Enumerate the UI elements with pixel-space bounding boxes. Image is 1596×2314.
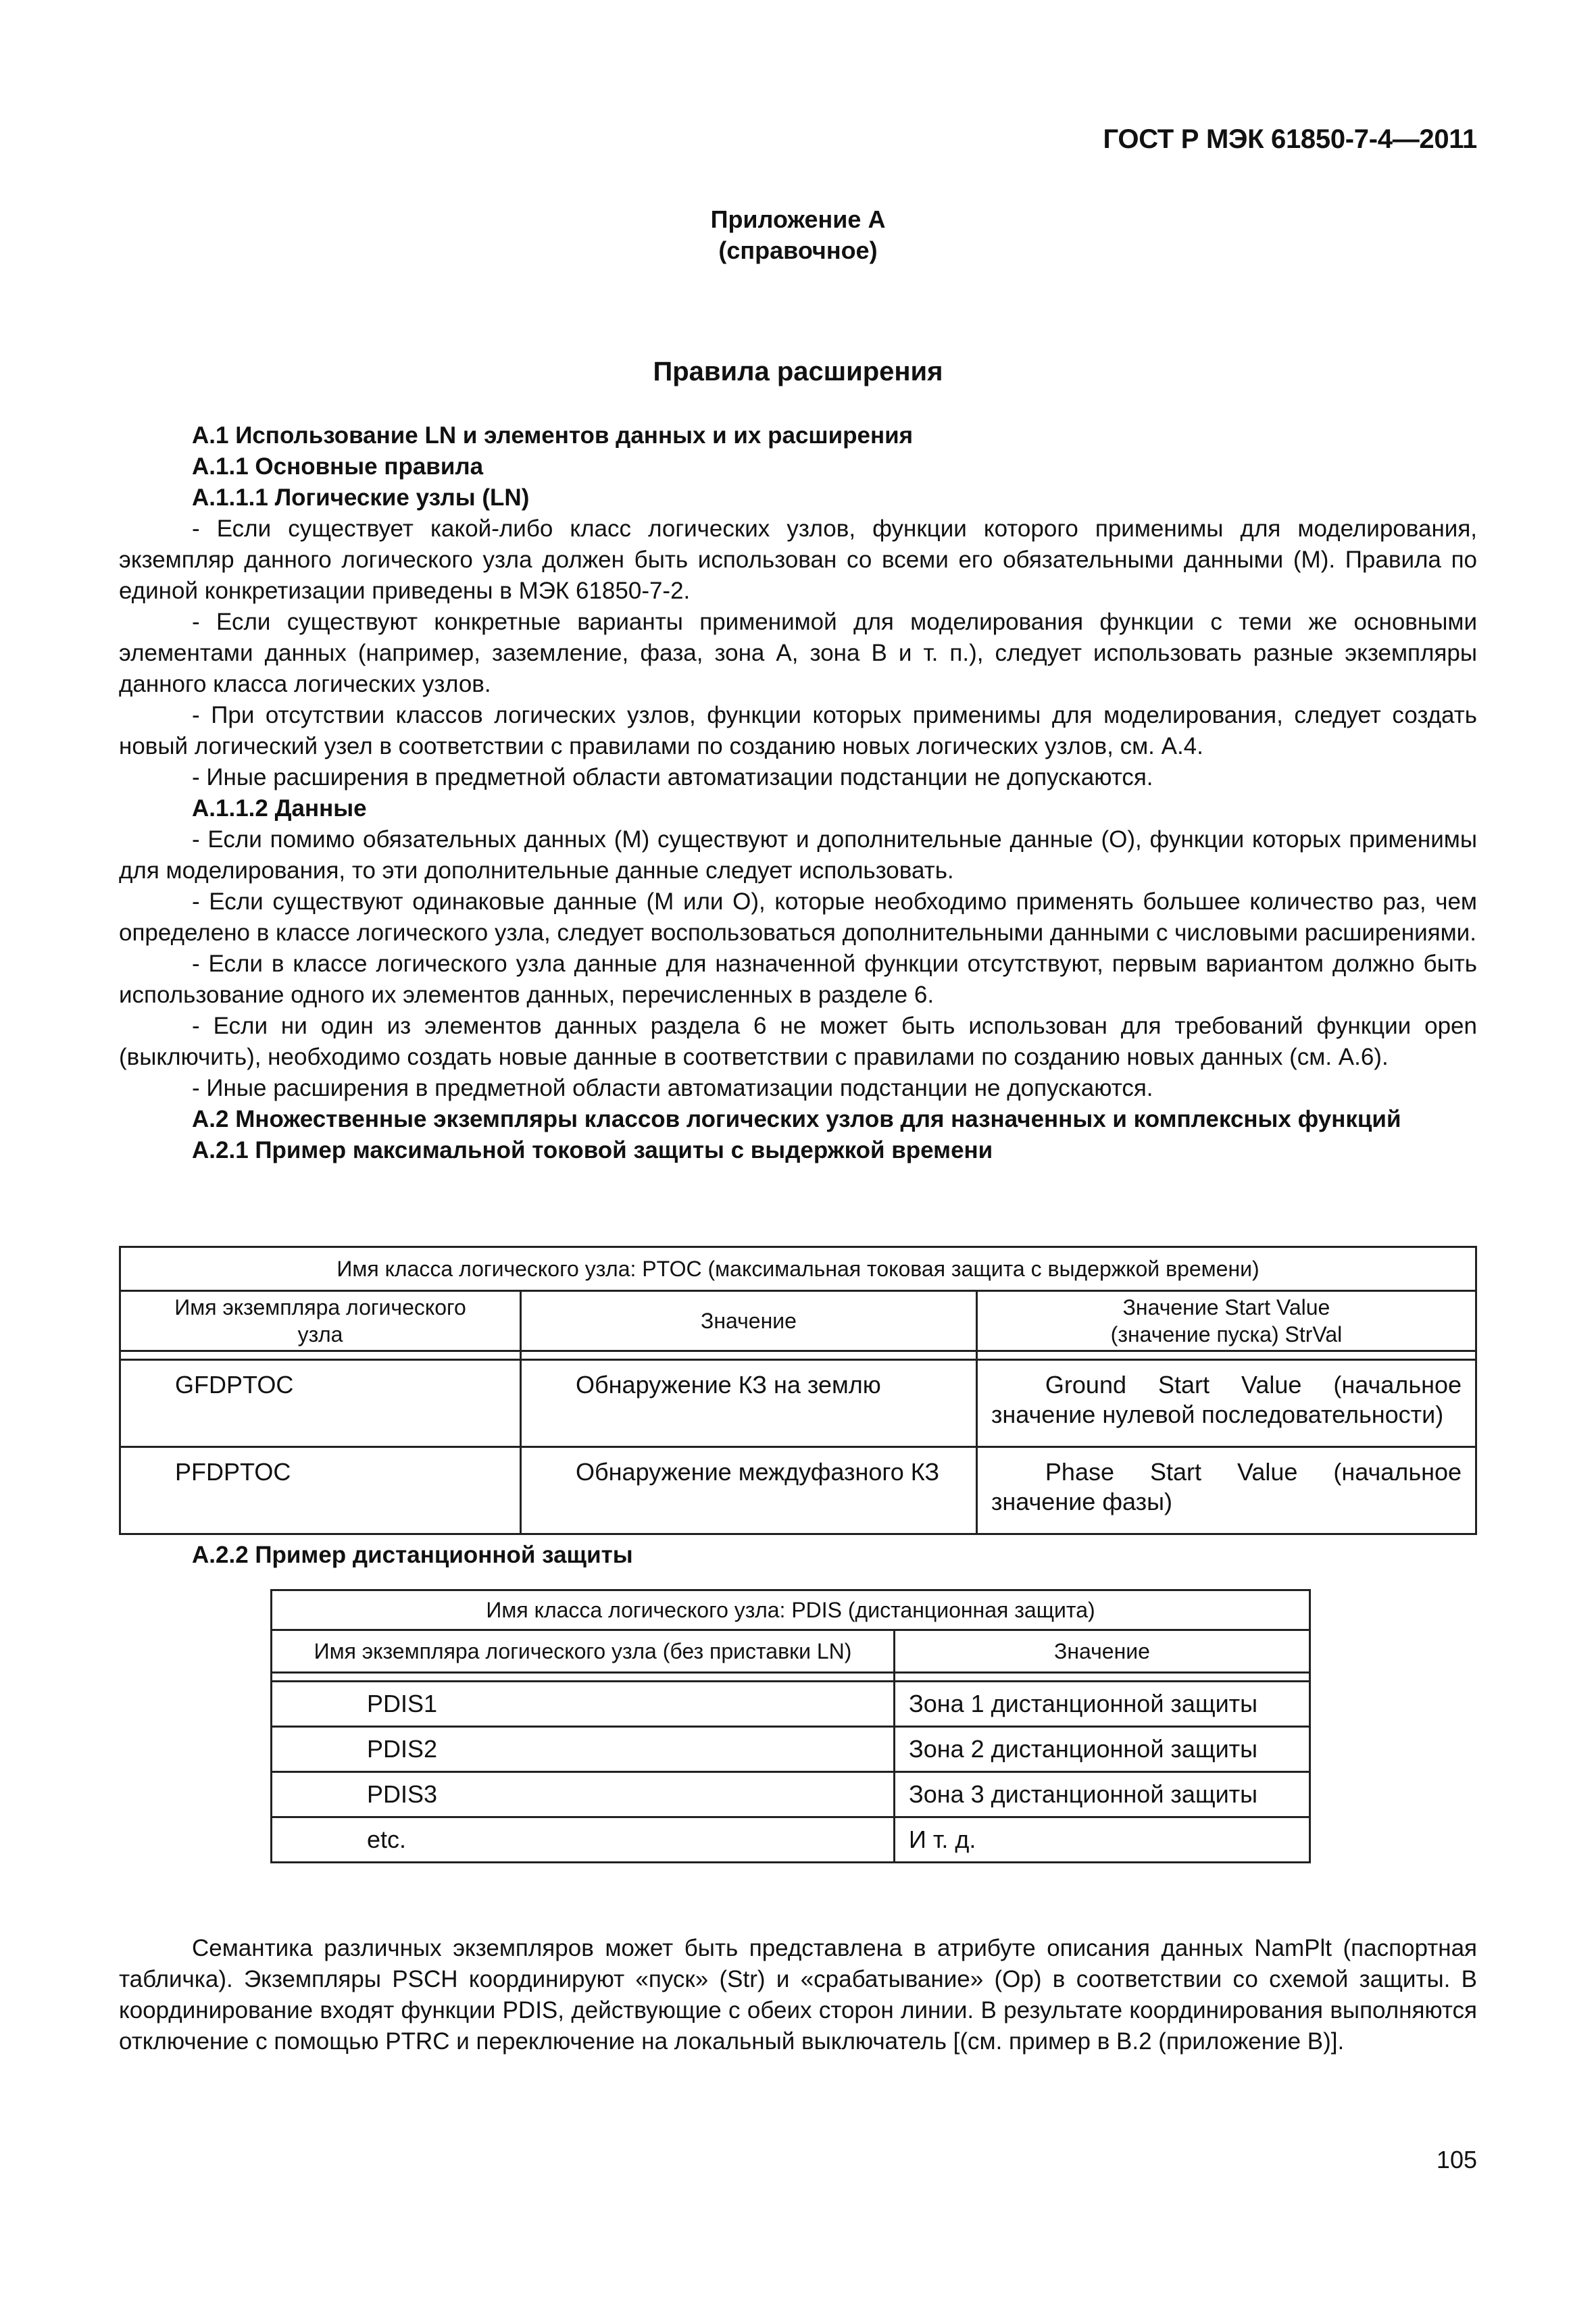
- ptoc-table: [119, 1246, 1477, 1535]
- table-cell: PFDPTOC: [120, 1447, 521, 1534]
- table-row: [272, 1682, 1310, 1727]
- annex-label: Приложение А: [710, 205, 886, 233]
- paragraph: - Иные расширения в предметной области автоматизации подстанции не допускаются.: [192, 764, 1153, 790]
- table-header: Значение Start Value (значение пуска) StrVal: [976, 1291, 1476, 1351]
- annex-type: (справочное): [718, 236, 878, 264]
- table-cell: Ground Start Value (начальное значение нулевой последовательности): [976, 1360, 1476, 1447]
- table-row: [272, 1772, 1310, 1817]
- table-header: Значение: [521, 1291, 977, 1351]
- paragraph: - Если помимо обязательных данных (М) существуют и дополнительные данные (О), функции которых применимы для моделирования, то эти дополнительные данные следует использовать.: [119, 826, 1477, 884]
- section-heading-a1: А.1 Использование LN и элементов данных и их расширения: [192, 422, 914, 449]
- table-cell: GFDPTOC: [120, 1360, 521, 1447]
- section-heading-a2: А.2 Множественные экземпляры классов логических узлов для назначенных и комплексных функций: [192, 1106, 1401, 1132]
- table-row: [272, 1727, 1310, 1772]
- annex-title: Правила расширения: [653, 357, 943, 386]
- table-cell: etc.: [272, 1817, 895, 1863]
- standard-header: ГОСТ Р МЭК 61850-7-4—2011: [1103, 124, 1477, 154]
- paragraph: - Если в классе логического узла данные для назначенной функции отсутствуют, первым вариантом должно быть использование одного их элементов данных, перечисленных в разделе 6.: [119, 951, 1477, 1008]
- table-header: Имя экземпляра логического узла: [120, 1291, 521, 1351]
- table-cell: PDIS2: [272, 1727, 895, 1772]
- section-heading-a22: А.2.2 Пример дистанционной защиты: [192, 1542, 633, 1568]
- table-cell: И т. д.: [894, 1817, 1310, 1863]
- section-heading-a112: А.1.1.2 Данные: [192, 795, 367, 822]
- table-row: [120, 1360, 1476, 1447]
- paragraph: - Если существуют конкретные варианты применимой для моделирования функции с теми же основными элементами данных (например, заземление, фаза, зона А, зона В и т. п.), следует использовать разные экземпляры данного класса логических узлов.: [119, 609, 1477, 697]
- page-number: 105: [1436, 2146, 1477, 2173]
- paragraph: - При отсутствии классов логических узлов, функции которых применимы для моделирования, следует создать новый логический узел в соответствии с правилами по созданию новых логических узлов, см. А.4.: [119, 702, 1477, 759]
- paragraph: - Иные расширения в предметной области автоматизации подстанции не допускаются.: [192, 1075, 1153, 1101]
- paragraph: - Если существует какой-либо класс логических узлов, функции которого применимы для моделирования, экземпляр данного логического узла должен быть использован со всеми его обязательными данными (М). Правила по единой конкретизации приведены в МЭК 61850-7-2.: [119, 515, 1477, 604]
- table-row: [272, 1817, 1310, 1863]
- table-cell: PDIS1: [272, 1682, 895, 1727]
- body-text: [119, 420, 1477, 1166]
- table-caption: Имя класса логического узла: PDIS (дистанционная защита): [272, 1590, 1310, 1630]
- closing-paragraph: Семантика различных экземпляров может быть представлена в атрибуте описания данных NamPlt (паспортная табличка). Экземпляры PSCH координируют «пуск» (Str) и «срабатывание» (Op) в соответствии со схемой защиты. В координирование входят функции PDIS, действующие с обеих сторон линии. В результате координирования выполняются отключение с помощью PTRC и переключение на локальный выключатель [(см. пример в В.2 (приложение В)].: [119, 1935, 1477, 2055]
- table-cell: PDIS3: [272, 1772, 895, 1817]
- section-heading-a11: А.1.1 Основные правила: [192, 453, 484, 480]
- table-cell: Зона 3 дистанционной защиты: [894, 1772, 1310, 1817]
- table-row: [120, 1447, 1476, 1534]
- table-header: Имя экземпляра логического узла (без приставки LN): [272, 1630, 895, 1673]
- paragraph: - Если существуют одинаковые данные (М или О), которые необходимо применять большее количество раз, чем определено в классе логического узла, следует воспользоваться дополнительными данными с числовыми расширениями.: [119, 888, 1477, 946]
- table-cell: Обнаружение КЗ на землю: [521, 1360, 977, 1447]
- table-cell: Зона 1 дистанционной защиты: [894, 1682, 1310, 1727]
- table-cell: Обнаружение междуфазного КЗ: [521, 1447, 977, 1534]
- section-heading-a21: А.2.1 Пример максимальной токовой защиты с выдержкой времени: [192, 1137, 993, 1163]
- pdis-table: [270, 1589, 1311, 1863]
- table-cell: Зона 2 дистанционной защиты: [894, 1727, 1310, 1772]
- table-cell: Phase Start Value (начальное значение фазы): [976, 1447, 1476, 1534]
- paragraph: - Если ни один из элементов данных раздела 6 не может быть использован для требований функции open (выключить), необходимо создать новые данные в соответствии с правилами по созданию новых данных (см. А.6).: [119, 1013, 1477, 1070]
- table-header: Значение: [894, 1630, 1310, 1673]
- section-heading-a111: А.1.1.1 Логические узлы (LN): [192, 484, 530, 511]
- table-caption: Имя класса логического узла: PTOC (максимальная токовая защита с выдержкой времени): [120, 1247, 1476, 1291]
